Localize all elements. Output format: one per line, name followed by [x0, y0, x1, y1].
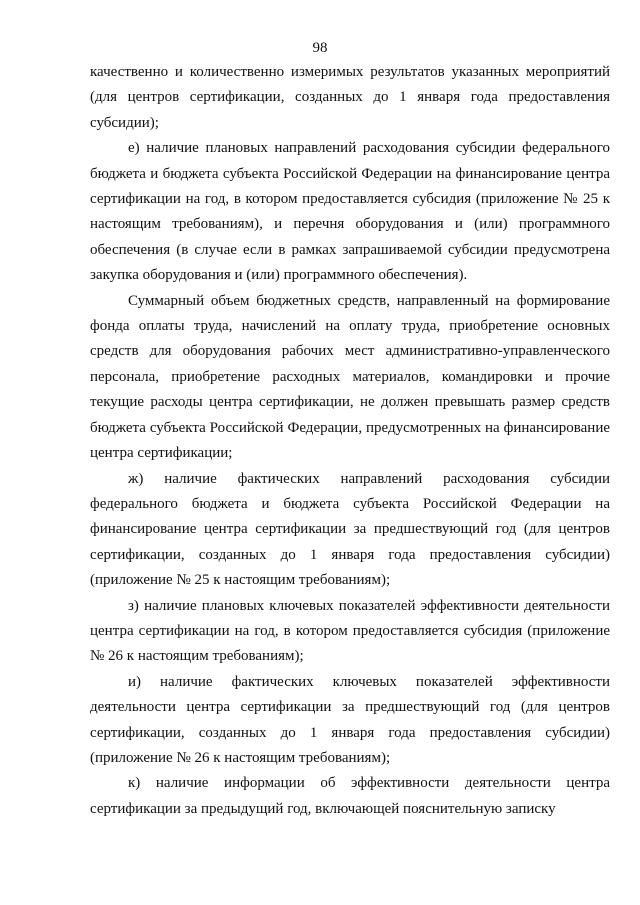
paragraph-item-zh: ж) наличие фактических направлений расходования субсидии федерального бюджета и бюджета субъекта Российской Федерации на финансирование центра сертификации за предшествующий год (для центров сертификации, созданных до 1 января года предоставления субсидии) (приложение № 25 к настоящим требованиям);	[90, 470, 610, 589]
paragraph-item-i: и) наличие фактических ключевых показателей эффективности деятельности центра сертификации за предшествующий год (для центров сертификации, созданных до 1 января года предоставления субсидии) (приложение № 26 к настоящим требованиям);	[90, 673, 610, 766]
paragraph-budget-limit: Суммарный объем бюджетных средств, направленный на формирование фонда оплаты труда, начислений на оплату труда, приобретение основных средств для оборудования рабочих мест административно-управленческого персонала, приобретение расходных материалов, командировки и прочие текущие расходы центра сертификации, не должен превышать размер средств бюджета субъекта Российской Федерации, предусмотренных на финансирование центра сертификации;	[90, 292, 610, 462]
paragraph-item-z: з) наличие плановых ключевых показателей эффективности деятельности центра сертификации на год, в котором предоставляется субсидия (приложение № 26 к настоящим требованиям);	[90, 597, 610, 665]
paragraph-continuation: качественно и количественно измеримых результатов указанных мероприятий (для центров сертификации, созданных до 1 января года предоставления субсидии);	[90, 64, 610, 131]
document-body	[90, 60, 610, 822]
paragraph-item-e: е) наличие плановых направлений расходования субсидии федерального бюджета и бюджета субъекта Российской Федерации на финансирование центра сертификации на год, в котором предоставляется субсидия (приложение № 25 к настоящим требованиям), и перечня оборудования и (или) программного обеспечения (в случае если в рамках запрашиваемой субсидии предусмотрена закупка оборудования и (или) программного обеспечения).	[90, 140, 610, 284]
page-number: 98	[312, 40, 328, 56]
paragraph-item-k: к) наличие информации об эффективности деятельности центра сертификации за предыдущий год, включающей пояснительную записку	[90, 775, 610, 817]
